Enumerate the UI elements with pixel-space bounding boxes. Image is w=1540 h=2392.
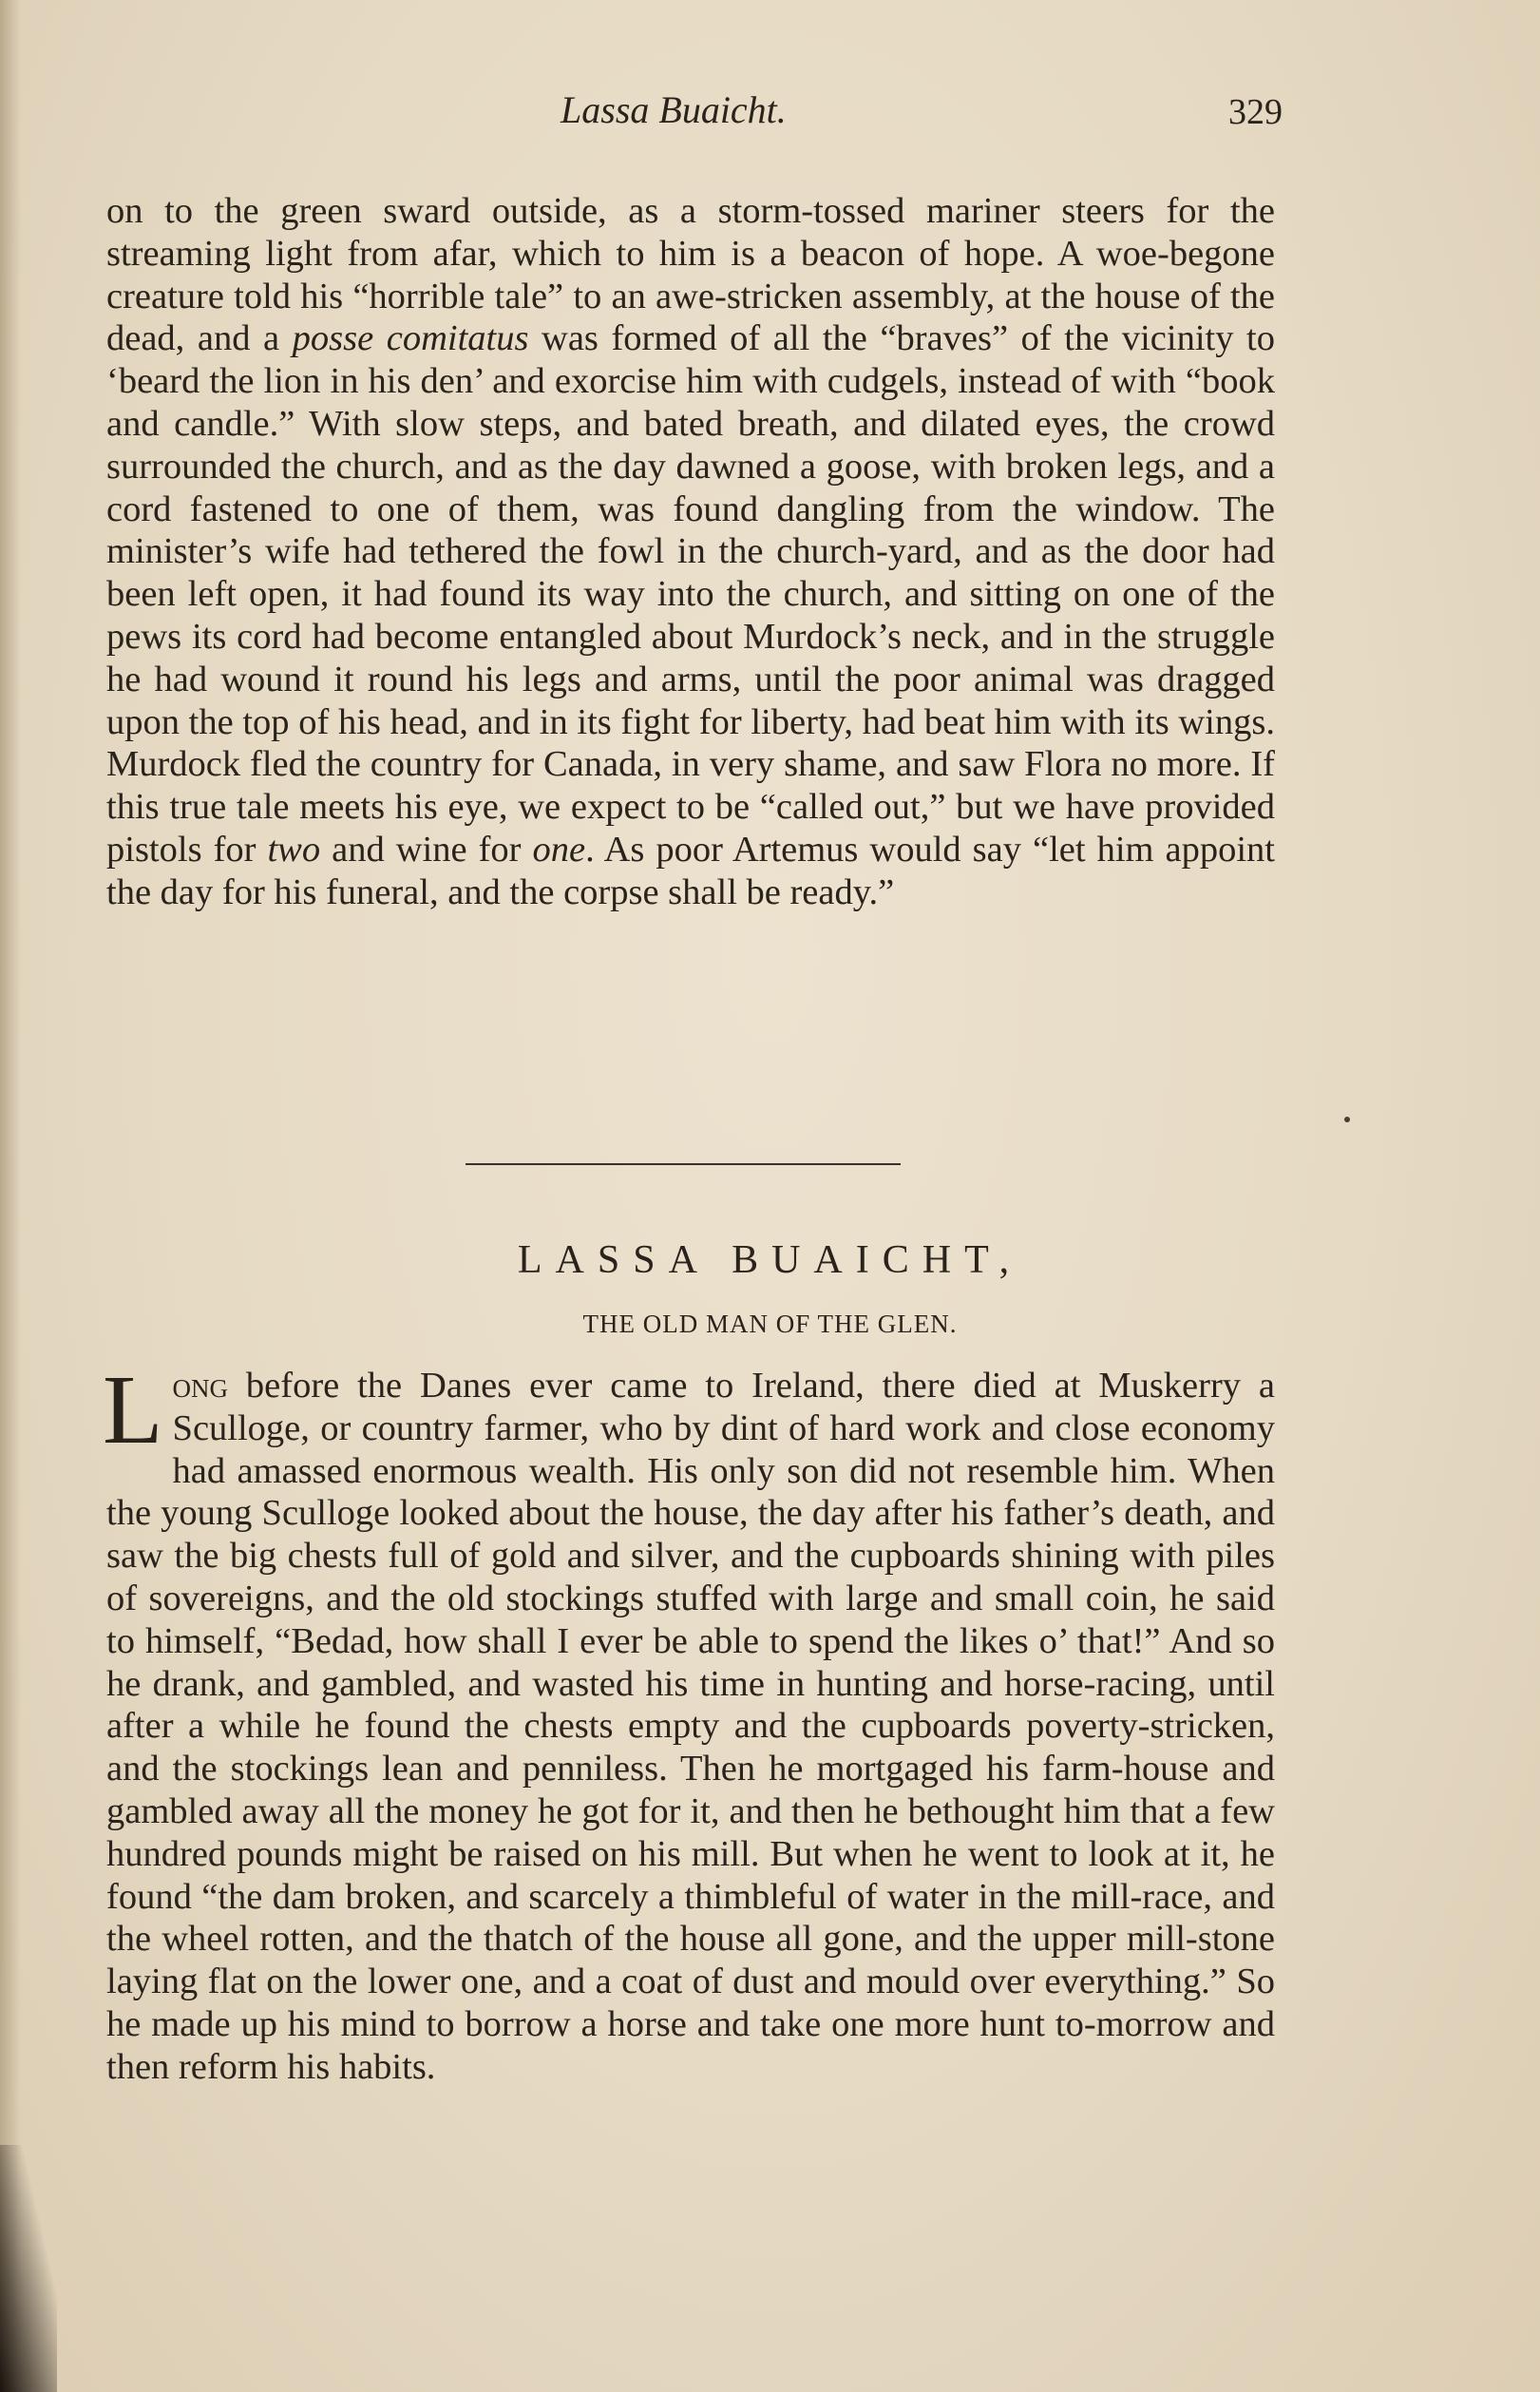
italic-phrase: posse comitatus — [292, 318, 529, 359]
lead-word: ong — [172, 1366, 229, 1406]
text-run: before the Danes ever came to Ireland, there died at Muskerry a Sculloge, or country farmer, who by dint of hard work and close economy had amassed enormous wealth. His only son did not resemble him. When the young Sculloge looked about the house, the day after his father’s death, and saw the big chests full of gold and silver, and the cupboards shining with piles of sovereigns, and the old stockings stuffed with large and small coin, he said to himself, “Bedad, how shall I ever be able to spend the likes o’ that!” And so he drank, and gambled, and wasted his time in hunting and horse-racing, until after a while he found the chests empty and the cupboards poverty-stricken, and the stockings lean and penniless. Then he mortgaged his farm-house and gambled away all the money he got for it, and then he bethought him that a few hundred pounds might be raised on his mill. But when he went to look at it, he found “the dam broken, and scarcely a thimbleful of water in the mill-race, and the wheel rotten, and the thatch of the house all gone, and the upper mill-stone laying flat on the lower one, and a coat of dust and mould over everything.” So he made up his mind to borrow a horse and take one more hunt to-morrow and then reform his habits. — [106, 1366, 1275, 2087]
text-run: on to the green sward outside, as a storm-tossed mariner steers for the streaming light from afar, which to him is a beacon of hope. A woe-begone creature told his “horrible tale” to an awe-stricken assembly, at the house of the dead, and a — [106, 191, 1275, 359]
text-run: and wine for — [320, 829, 533, 870]
page-header — [114, 87, 1283, 144]
page-number: 329 — [1228, 92, 1283, 132]
section-subtitle: THE OLD MAN OF THE GLEN. — [582, 1310, 958, 1338]
continued-paragraph — [106, 190, 1275, 914]
paper-speck — [1344, 1117, 1350, 1122]
running-title: Lassa Buaicht. — [561, 88, 787, 131]
section-title: LASSA BUAICHT, — [517, 1238, 1023, 1282]
italic-word: one — [532, 829, 586, 870]
story-paragraph — [103, 1355, 1275, 2089]
text-run: was formed of all the “braves” of the vicinity to ‘beard the lion in his den’ and exorcise him with cudgels, instead of with “book and candle.” With slow steps, and bated breath, and dilated eyes, the crowd surrounded the church, and as the day dawned a goose, with broken legs, and a cord fastened to one of them, was found dangling from the window. The minister’s wife had tethered the fowl in the church-yard, and as the door had been left open, it had found its way into the church, and sitting on one of the pews its cord had become entangled about Murdock’s neck, and in the struggle he had wound it round his legs and arms, until the poor animal was dragged upon the top of his head, and in its fight for liberty, had beat him with its wings. Murdock fled the country for Canada, in very shame, and saw Flora no more. If this true tale meets his eye, we expect to be “called out,” but we have provided pistols for — [106, 318, 1275, 870]
corner-shadow — [0, 2145, 57, 2392]
page-edge-shading — [0, 0, 21, 2392]
drop-cap: L — [103, 1355, 163, 1464]
section-divider — [466, 1163, 901, 1165]
italic-word: two — [267, 829, 321, 870]
text-run: . As poor Artemus would say “let him appoint the day for his funeral, and the corpse shall be ready.” — [106, 829, 1275, 912]
